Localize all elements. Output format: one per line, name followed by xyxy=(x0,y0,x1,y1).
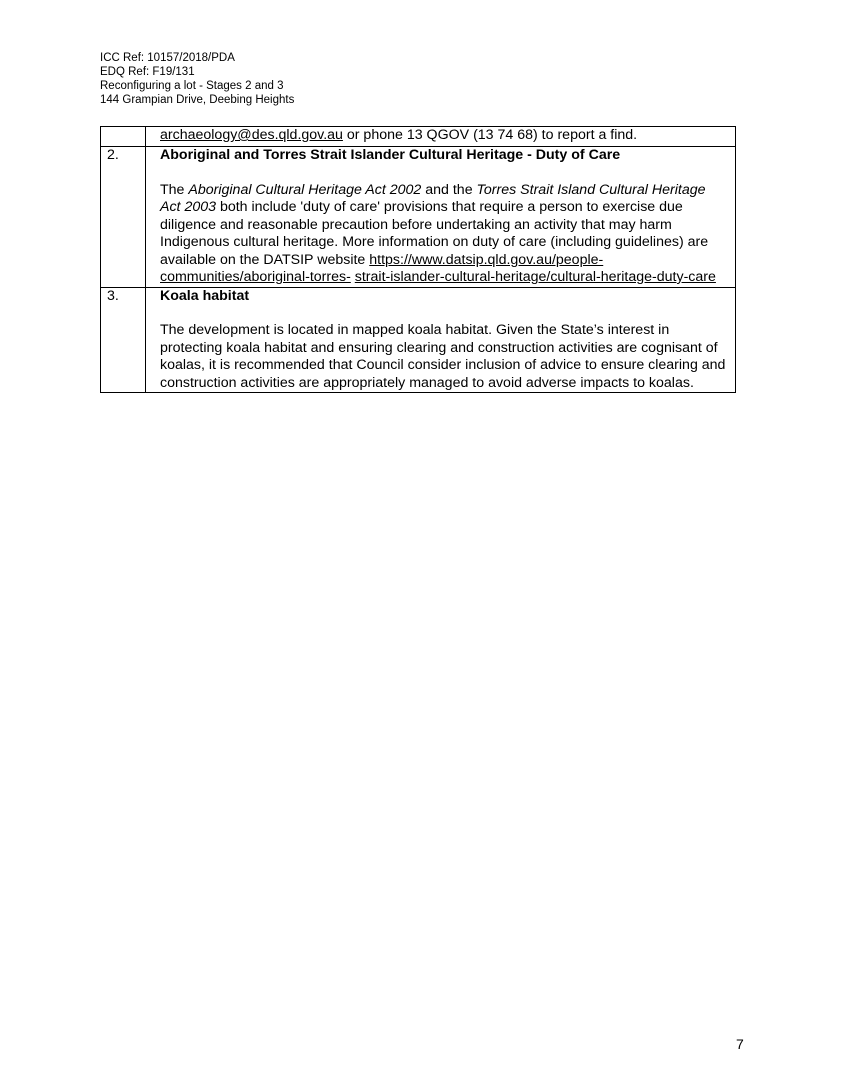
page-number: 7 xyxy=(736,1036,744,1052)
item-3-title: Koala habitat xyxy=(160,287,250,304)
item-2-title: Aboriginal and Torres Strait Islander Cultural Heritage - Duty of Care xyxy=(160,147,621,163)
table-row xyxy=(101,147,736,288)
site-address: 144 Grampian Drive, Deebing Heights xyxy=(100,94,295,106)
item-number-cell xyxy=(101,127,146,147)
table-row xyxy=(101,127,736,147)
application-subject: Reconfiguring a lot - Stages 2 and 3 xyxy=(100,80,284,92)
continuation-text: or phone 13 QGOV (13 74 68) to report a find. xyxy=(342,127,638,143)
edq-reference: EDQ Ref: F19/131 xyxy=(100,66,195,78)
archaeology-email-link[interactable]: archaeology@des.qld.gov.au xyxy=(160,127,343,143)
item-2-content xyxy=(146,147,736,288)
item-3-content xyxy=(146,287,736,393)
table-row xyxy=(101,287,736,393)
act-title-aboriginal: Aboriginal Cultural Heritage Act 2002 xyxy=(188,181,422,198)
icc-reference: ICC Ref: 10157/2018/PDA xyxy=(100,52,235,64)
item-number: 2. xyxy=(101,147,146,288)
item-number: 3. xyxy=(101,287,146,393)
item-3-body: The development is located in mapped koala habitat. Given the State’s interest in protecting koala habitat and ensuring clearing and construction activities are cognisant of koalas, it is recommended that Council consider inclusion of advice to ensure clearing and construction activities are appropriately managed to avoid adverse impacts to koalas. xyxy=(160,322,726,391)
datsip-url-link-part2[interactable]: strait-islander-cultural-heritage/cultural-heritage-duty-care xyxy=(354,269,716,285)
advice-table xyxy=(100,126,736,393)
item-2-body: The Aboriginal Cultural Heritage Act 2002 and the Torres Strait Island Cultural Heritage Act 2003 both include 'duty of care' provisions that require a person to exercise due diligence and reasonable precaution before undertaking an activity that may harm Indigenous cultural heritage. More information on duty of care (including guidelines) are available on the DATSIP website https://www.datsip.qld.gov.au/people-communities/aboriginal-torres- strait-islander-cultural-heritage/cultural-heritage-duty-care xyxy=(160,181,716,285)
continuation-cell xyxy=(146,127,736,147)
document-header xyxy=(100,51,294,107)
datsip-url-link-part1[interactable]: https://www.datsip.qld.gov.au/people-communities/aboriginal-torres- xyxy=(160,251,604,285)
act-title-torres-strait: Torres Strait Island Cultural Heritage Act 2003 xyxy=(160,181,706,215)
